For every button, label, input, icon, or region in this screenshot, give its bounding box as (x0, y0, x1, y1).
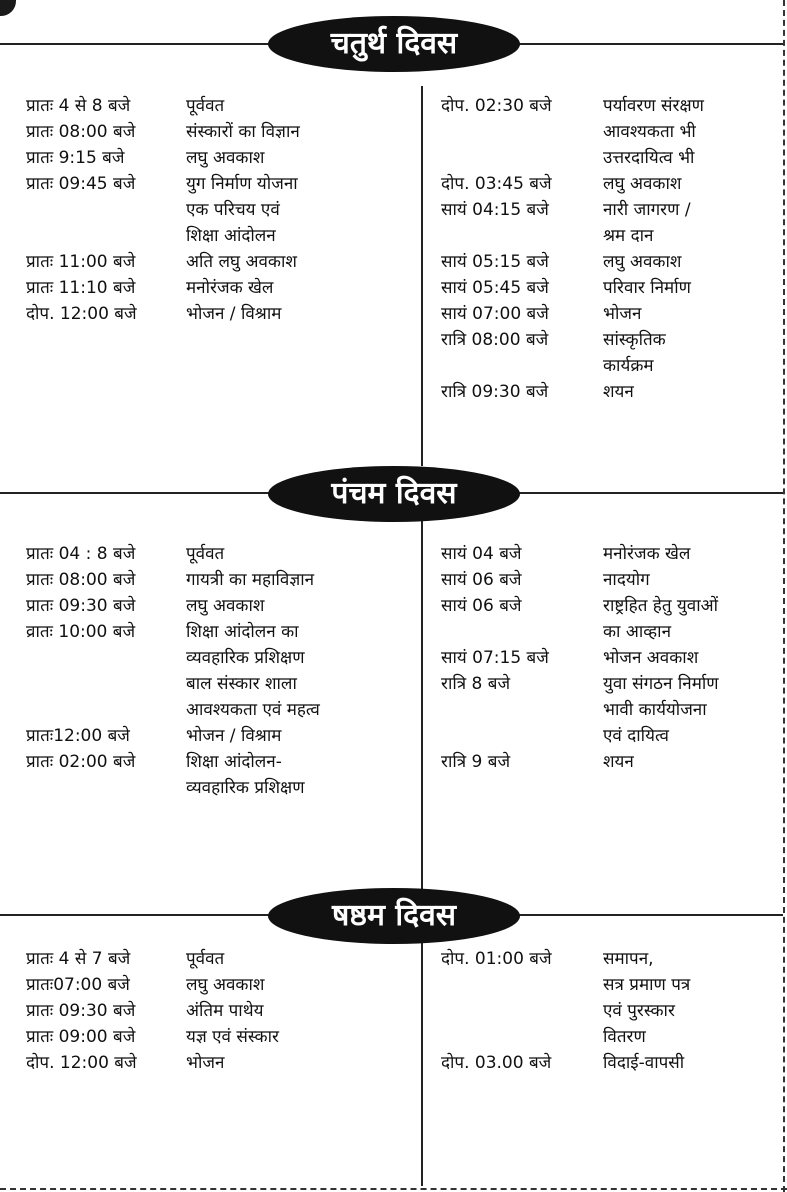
schedule-time: प्रातः07:00 बजे (26, 975, 130, 995)
schedule-time: प्रातः 4 से 8 बजे (26, 96, 131, 116)
schedule-time: दोप. 02:30 बजे (441, 96, 552, 116)
schedule-time: सायं 07:15 बजे (441, 648, 549, 668)
schedule-activity: मनोरंजक खेल (186, 278, 274, 298)
schedule-time: प्रातः 09:45 बजे (26, 174, 136, 194)
schedule-row (26, 301, 426, 327)
schedule-time: दोप. 12:00 बजे (26, 1053, 137, 1073)
schedule-activity: सत्र प्रमाण पत्र (603, 975, 691, 995)
day-4-right-schedule (441, 93, 787, 405)
schedule-activity: भावी कार्ययोजना (603, 700, 707, 720)
schedule-row (26, 119, 426, 145)
schedule-time: प्रातः 11:00 बजे (26, 252, 136, 272)
schedule-activity: सांस्कृतिक (603, 330, 666, 350)
schedule-activity: युवा संगठन निर्माण (603, 674, 719, 694)
schedule-row (26, 223, 426, 249)
schedule-row (26, 972, 426, 998)
schedule-row (26, 645, 426, 671)
schedule-row (441, 301, 787, 327)
schedule-row (26, 541, 426, 567)
schedule-time: रात्रि 08:00 बजे (441, 330, 549, 350)
schedule-activity: आवश्यकता भी (603, 122, 696, 142)
schedule-time: प्रातः 11:10 बजे (26, 278, 136, 298)
schedule-row (26, 275, 426, 301)
schedule-activity: एक परिचय एवं (186, 200, 280, 220)
schedule-time: दोप. 03.00 बजे (441, 1053, 552, 1073)
schedule-row (26, 93, 426, 119)
schedule-activity: अति लघु अवकाश (186, 252, 297, 272)
schedule-activity: पर्यावरण संरक्षण (603, 96, 704, 116)
schedule-activity: मनोरंजक खेल (603, 544, 691, 564)
schedule-row (441, 998, 787, 1024)
day-6-right-schedule (441, 946, 787, 1076)
schedule-row (441, 119, 787, 145)
schedule-activity: लघु अवकाश (603, 252, 682, 272)
schedule-time: प्रातः 9:15 बजे (26, 148, 125, 168)
schedule-time: प्रातः 09:30 बजे (26, 596, 136, 616)
schedule-activity: एवं पुरस्कार (603, 1001, 675, 1021)
schedule-activity: शयन (603, 382, 634, 402)
schedule-row (26, 145, 426, 171)
schedule-activity: व्यवहारिक प्रशिक्षण (186, 648, 305, 668)
schedule-row (441, 197, 787, 223)
corner-tab-mark (0, 0, 16, 16)
schedule-activity: लघु अवकाश (186, 148, 265, 168)
schedule-activity: लघु अवकाश (186, 596, 265, 616)
schedule-time: रात्रि 8 बजे (441, 674, 511, 694)
schedule-row (441, 379, 787, 405)
schedule-activity: यज्ञ एवं संस्कार (186, 1027, 279, 1047)
schedule-activity: भोजन / विश्राम (186, 304, 282, 324)
schedule-activity: नारी जागरण / (603, 200, 691, 220)
schedule-row (26, 249, 426, 275)
schedule-time: सायं 07:00 बजे (441, 304, 549, 324)
schedule-activity: पूर्ववत (186, 544, 225, 564)
schedule-activity: युग निर्माण योजना (186, 174, 298, 194)
schedule-time: प्रातः 08:00 बजे (26, 122, 136, 142)
schedule-row (26, 197, 426, 223)
day-5-heading: पंचम दिवस (268, 466, 520, 522)
schedule-activity: शयन (603, 752, 634, 772)
day-6-left-schedule (26, 946, 426, 1076)
schedule-time: रात्रि 9 बजे (441, 752, 511, 772)
schedule-row (26, 697, 426, 723)
schedule-row (441, 171, 787, 197)
schedule-activity: भोजन / विश्राम (186, 726, 282, 746)
schedule-activity: का आव्हान (603, 622, 672, 642)
schedule-row (441, 645, 787, 671)
schedule-activity: परिवार निर्माण (603, 278, 691, 298)
schedule-row (441, 567, 787, 593)
schedule-row (441, 93, 787, 119)
schedule-activity: कार्यक्रम (603, 356, 654, 376)
schedule-activity: शिक्षा आंदोलन- (186, 752, 282, 772)
schedule-row (441, 723, 787, 749)
schedule-activity: संस्कारों का विज्ञान (186, 122, 300, 142)
schedule-row (26, 1024, 426, 1050)
schedule-row (26, 619, 426, 645)
schedule-activity: भोजन (603, 304, 642, 324)
schedule-time: दोप. 01:00 बजे (441, 949, 552, 969)
schedule-time: व्रातः 10:00 बजे (26, 622, 136, 642)
schedule-activity: शिक्षा आंदोलन (186, 226, 276, 246)
schedule-activity: एवं दायित्व (603, 726, 669, 746)
schedule-time: प्रातः 02:00 बजे (26, 752, 136, 772)
schedule-row (441, 749, 787, 775)
schedule-row (26, 1050, 426, 1076)
schedule-activity: भोजन (186, 1053, 225, 1073)
schedule-row (441, 1024, 787, 1050)
schedule-time: सायं 05:45 बजे (441, 278, 549, 298)
schedule-activity: शिक्षा आंदोलन का (186, 622, 299, 642)
schedule-row (441, 1050, 787, 1076)
schedule-row (441, 697, 787, 723)
schedule-activity: श्रम दान (603, 226, 654, 246)
schedule-activity: नादयोग (603, 570, 650, 590)
schedule-row (441, 353, 787, 379)
schedule-activity: पूर्ववत (186, 949, 225, 969)
schedule-row (441, 249, 787, 275)
day-6-heading: षष्ठम दिवस (268, 888, 520, 944)
schedule-activity: आवश्यकता एवं महत्व (186, 700, 320, 720)
schedule-activity: लघु अवकाश (186, 975, 265, 995)
schedule-time: दोप. 12:00 बजे (26, 304, 137, 324)
schedule-activity: पूर्ववत (186, 96, 225, 116)
day-5-right-schedule (441, 541, 787, 775)
schedule-time: प्रातः 09:00 बजे (26, 1027, 136, 1047)
schedule-row (441, 541, 787, 567)
schedule-row (26, 946, 426, 972)
schedule-activity: गायत्री का महाविज्ञान (186, 570, 315, 590)
schedule-time: प्रातः 09:30 बजे (26, 1001, 136, 1021)
schedule-row (26, 593, 426, 619)
schedule-row (26, 567, 426, 593)
schedule-row (441, 946, 787, 972)
schedule-time: दोप. 03:45 बजे (441, 174, 552, 194)
cut-line-bottom (0, 1188, 787, 1190)
schedule-row (441, 671, 787, 697)
schedule-row (26, 171, 426, 197)
day-4-heading: चतुर्थ दिवस (268, 16, 520, 72)
schedule-row (26, 775, 426, 801)
schedule-row (441, 593, 787, 619)
schedule-time: प्रातः 04 : 8 बजे (26, 544, 136, 564)
schedule-time: सायं 05:15 बजे (441, 252, 549, 272)
schedule-row (441, 145, 787, 171)
schedule-activity: लघु अवकाश (603, 174, 682, 194)
schedule-row (441, 972, 787, 998)
schedule-row (441, 275, 787, 301)
schedule-time: प्रातः12:00 बजे (26, 726, 130, 746)
schedule-row (26, 671, 426, 697)
schedule-time: सायं 06 बजे (441, 570, 522, 590)
schedule-row (26, 749, 426, 775)
schedule-activity: उत्तरदायित्व भी (603, 148, 695, 168)
schedule-activity: वितरण (603, 1027, 646, 1047)
schedule-activity: राष्ट्रहित हेतु युवाओं (603, 596, 719, 616)
schedule-time: सायं 04 बजे (441, 544, 522, 564)
schedule-activity: विदाई-वापसी (603, 1053, 685, 1073)
schedule-activity: अंतिम पाथेय (186, 1001, 264, 1021)
schedule-time: प्रातः 08:00 बजे (26, 570, 136, 590)
schedule-time: सायं 06 बजे (441, 596, 522, 616)
schedule-row (441, 223, 787, 249)
schedule-row (441, 327, 787, 353)
schedule-time: सायं 04:15 बजे (441, 200, 549, 220)
schedule-activity: समापन, (603, 949, 654, 969)
schedule-time: रात्रि 09:30 बजे (441, 382, 549, 402)
schedule-row (26, 723, 426, 749)
day-4-left-schedule (26, 93, 426, 327)
schedule-time: प्रातः 4 से 7 बजे (26, 949, 131, 969)
schedule-activity: व्यवहारिक प्रशिक्षण (186, 778, 305, 798)
schedule-row (441, 619, 787, 645)
schedule-row (26, 998, 426, 1024)
schedule-activity: बाल संस्कार शाला (186, 674, 297, 694)
schedule-activity: भोजन अवकाश (603, 648, 699, 668)
day-5-left-schedule (26, 541, 426, 801)
